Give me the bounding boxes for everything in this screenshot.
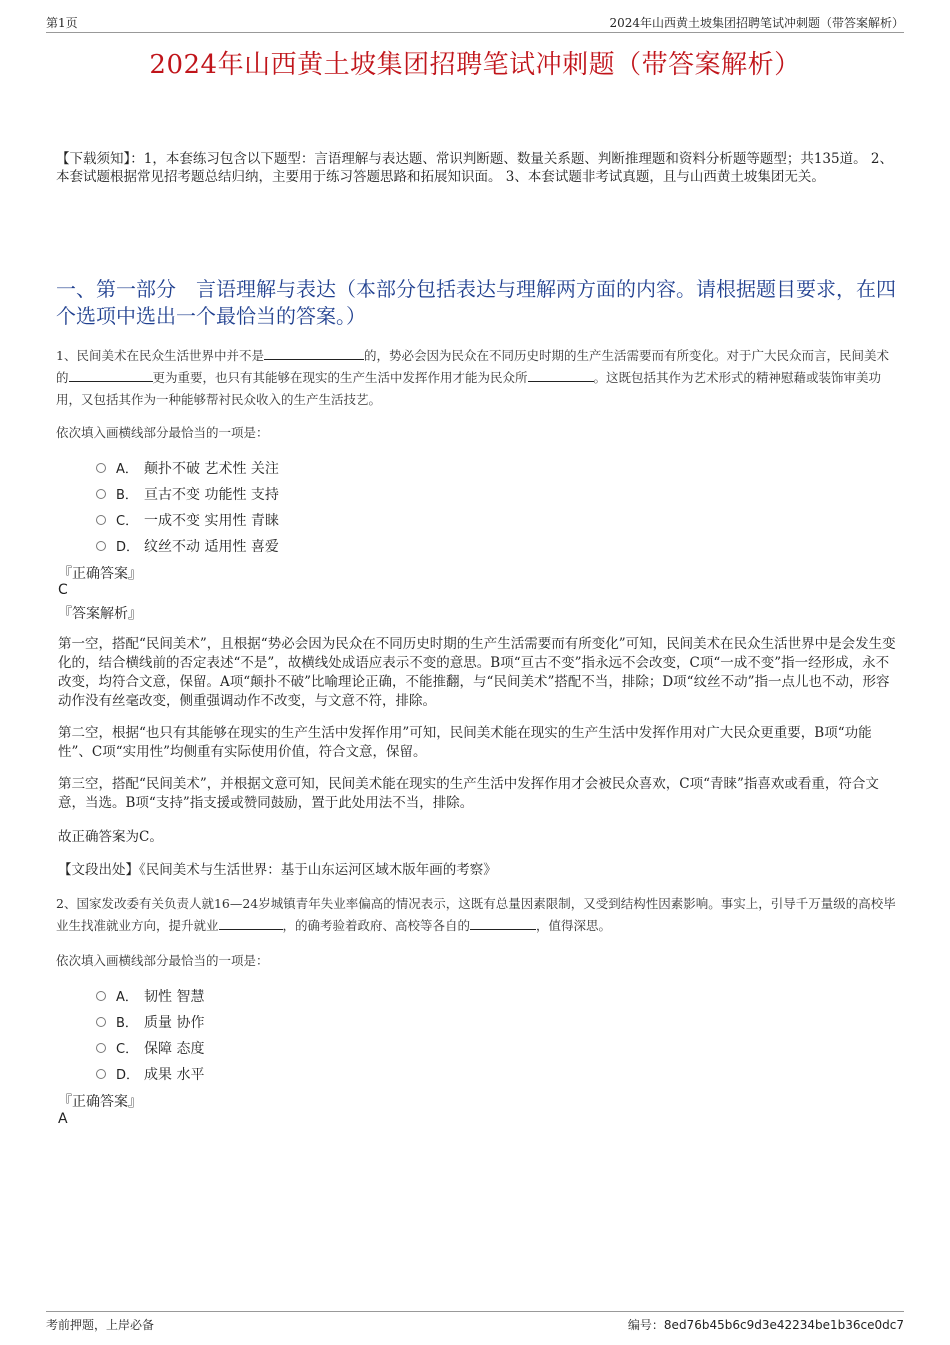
analysis-label: 『答案解析』 xyxy=(58,606,142,622)
question-1-text: 1、民间美术在民众生活世界中并不是 的，势必会因为民众在不同历史时期的生产生活需要而有所变化。对于广大民众而言，民间美术的 更为重要，也只有其能够在现实的生产生活中发挥作用才能为民众所 。这既包括其作为艺术形式的精神慰藉或装饰审美功用，又包括其作为一种能够帮衬民众收入的生产生活技艺。 xyxy=(56,348,889,407)
radio-icon[interactable] xyxy=(96,515,106,525)
source-note: 【文段出处】《民间美术与生活世界：基于山东运河区域木版年画的考察》 xyxy=(58,862,497,878)
fill-blank xyxy=(69,368,153,382)
radio-icon[interactable] xyxy=(96,1017,106,1027)
page-number: 第1页 xyxy=(46,16,78,30)
radio-icon[interactable] xyxy=(96,489,106,499)
question-2 xyxy=(56,893,898,937)
radio-icon[interactable] xyxy=(96,463,106,473)
question-2-instruction: 依次填入画横线部分最恰当的一项是： xyxy=(56,953,269,968)
fill-blank xyxy=(470,916,536,930)
question-1 xyxy=(56,345,898,411)
radio-icon[interactable] xyxy=(96,1069,106,1079)
answer-label: 『正确答案』 xyxy=(58,1094,142,1110)
download-notice: 【下载须知】：1，本套练习包含以下题型：言语理解与表达题、常识判断题、数量关系题、判断推理题和资料分析题等题型；共135道。 2、本套试题根据常见招考题总结归纳，主要用于练习答题思路和拓展知识面。 3、本套试题非考试真题，且与山西黄土坡集团无关。 xyxy=(56,151,893,185)
analysis-paragraph: 第二空，根据“也只有其能够在现实的生产生活中发挥作用”可知，民间美术能在现实的生产生活中发挥作用对广大民众更重要，B项“功能性”、C项“实用性”均侧重有实际使用价值，符合文意，保留。 xyxy=(58,725,872,760)
answer-label: 『正确答案』 xyxy=(58,566,142,582)
document-code: 编号：8ed76b45b6c9d3e42234be1b36ce0dc7 xyxy=(627,1318,904,1332)
radio-icon[interactable] xyxy=(96,1043,106,1053)
fill-blank xyxy=(528,368,594,382)
header-doc-title: 2024年山西黄土坡集团招聘笔试冲刺题（带答案解析） xyxy=(609,16,904,30)
analysis-paragraph: 第三空，搭配“民间美术”，并根据文意可知，民间美术能在现实的生产生活中发挥作用才会被民众喜欢，C项“青睐”指喜欢或看重，符合文意，当选。B项“支持”指支援或赞同鼓励，置于此处用法不当，排除。 xyxy=(58,776,879,811)
question-2-text: 2、国家发改委有关负责人就16—24岁城镇青年失业率偏高的情况表示，这既有总量因素限制，又受到结构性因素影响。事实上，引导千万量级的高校毕业生找准就业方向，提升就业 ，的确考验着政府、高校等各自的 ，值得深思。 xyxy=(56,896,896,933)
fill-blank xyxy=(219,916,283,930)
correct-answer: A xyxy=(58,1111,68,1127)
fill-blank xyxy=(264,346,364,360)
footer-slogan: 考前押题，上岸必备 xyxy=(46,1318,155,1332)
page-footer xyxy=(46,1311,904,1334)
analysis-conclusion: 故正确答案为C。 xyxy=(58,829,163,845)
correct-answer: C xyxy=(58,582,68,598)
document-title: 2024年山西黄土坡集团招聘笔试冲刺题（带答案解析） xyxy=(149,50,801,80)
radio-icon[interactable] xyxy=(96,991,106,1001)
page-header xyxy=(46,14,904,33)
radio-icon[interactable] xyxy=(96,541,106,551)
section-heading: 一、第一部分 言语理解与表达（本部分包括表达与理解两方面的内容。请根据题目要求，在四个选项中选出一个最恰当的答案。） xyxy=(56,277,896,328)
question-1-instruction: 依次填入画横线部分最恰当的一项是： xyxy=(56,425,269,440)
analysis-paragraph: 第一空，搭配“民间美术”，且根据“势必会因为民众在不同历史时期的生产生活需要而有所变化”可知，民间美术在民众生活世界中是会发生变化的，结合横线前的否定表述“不是”，故横线处成语应表示不变的意思。B项“亘古不变”指永远不会改变，C项“一成不变”指一经形成，永不改变，均符合文意，保留。A项“颠扑不破”比喻理论正确，不能推翻，与“民间美术”搭配不当，排除；D项“纹丝不动”指一点儿也不动，形容动作没有丝毫改变，侧重强调动作不改变，与文意不符，排除。 xyxy=(58,636,896,709)
